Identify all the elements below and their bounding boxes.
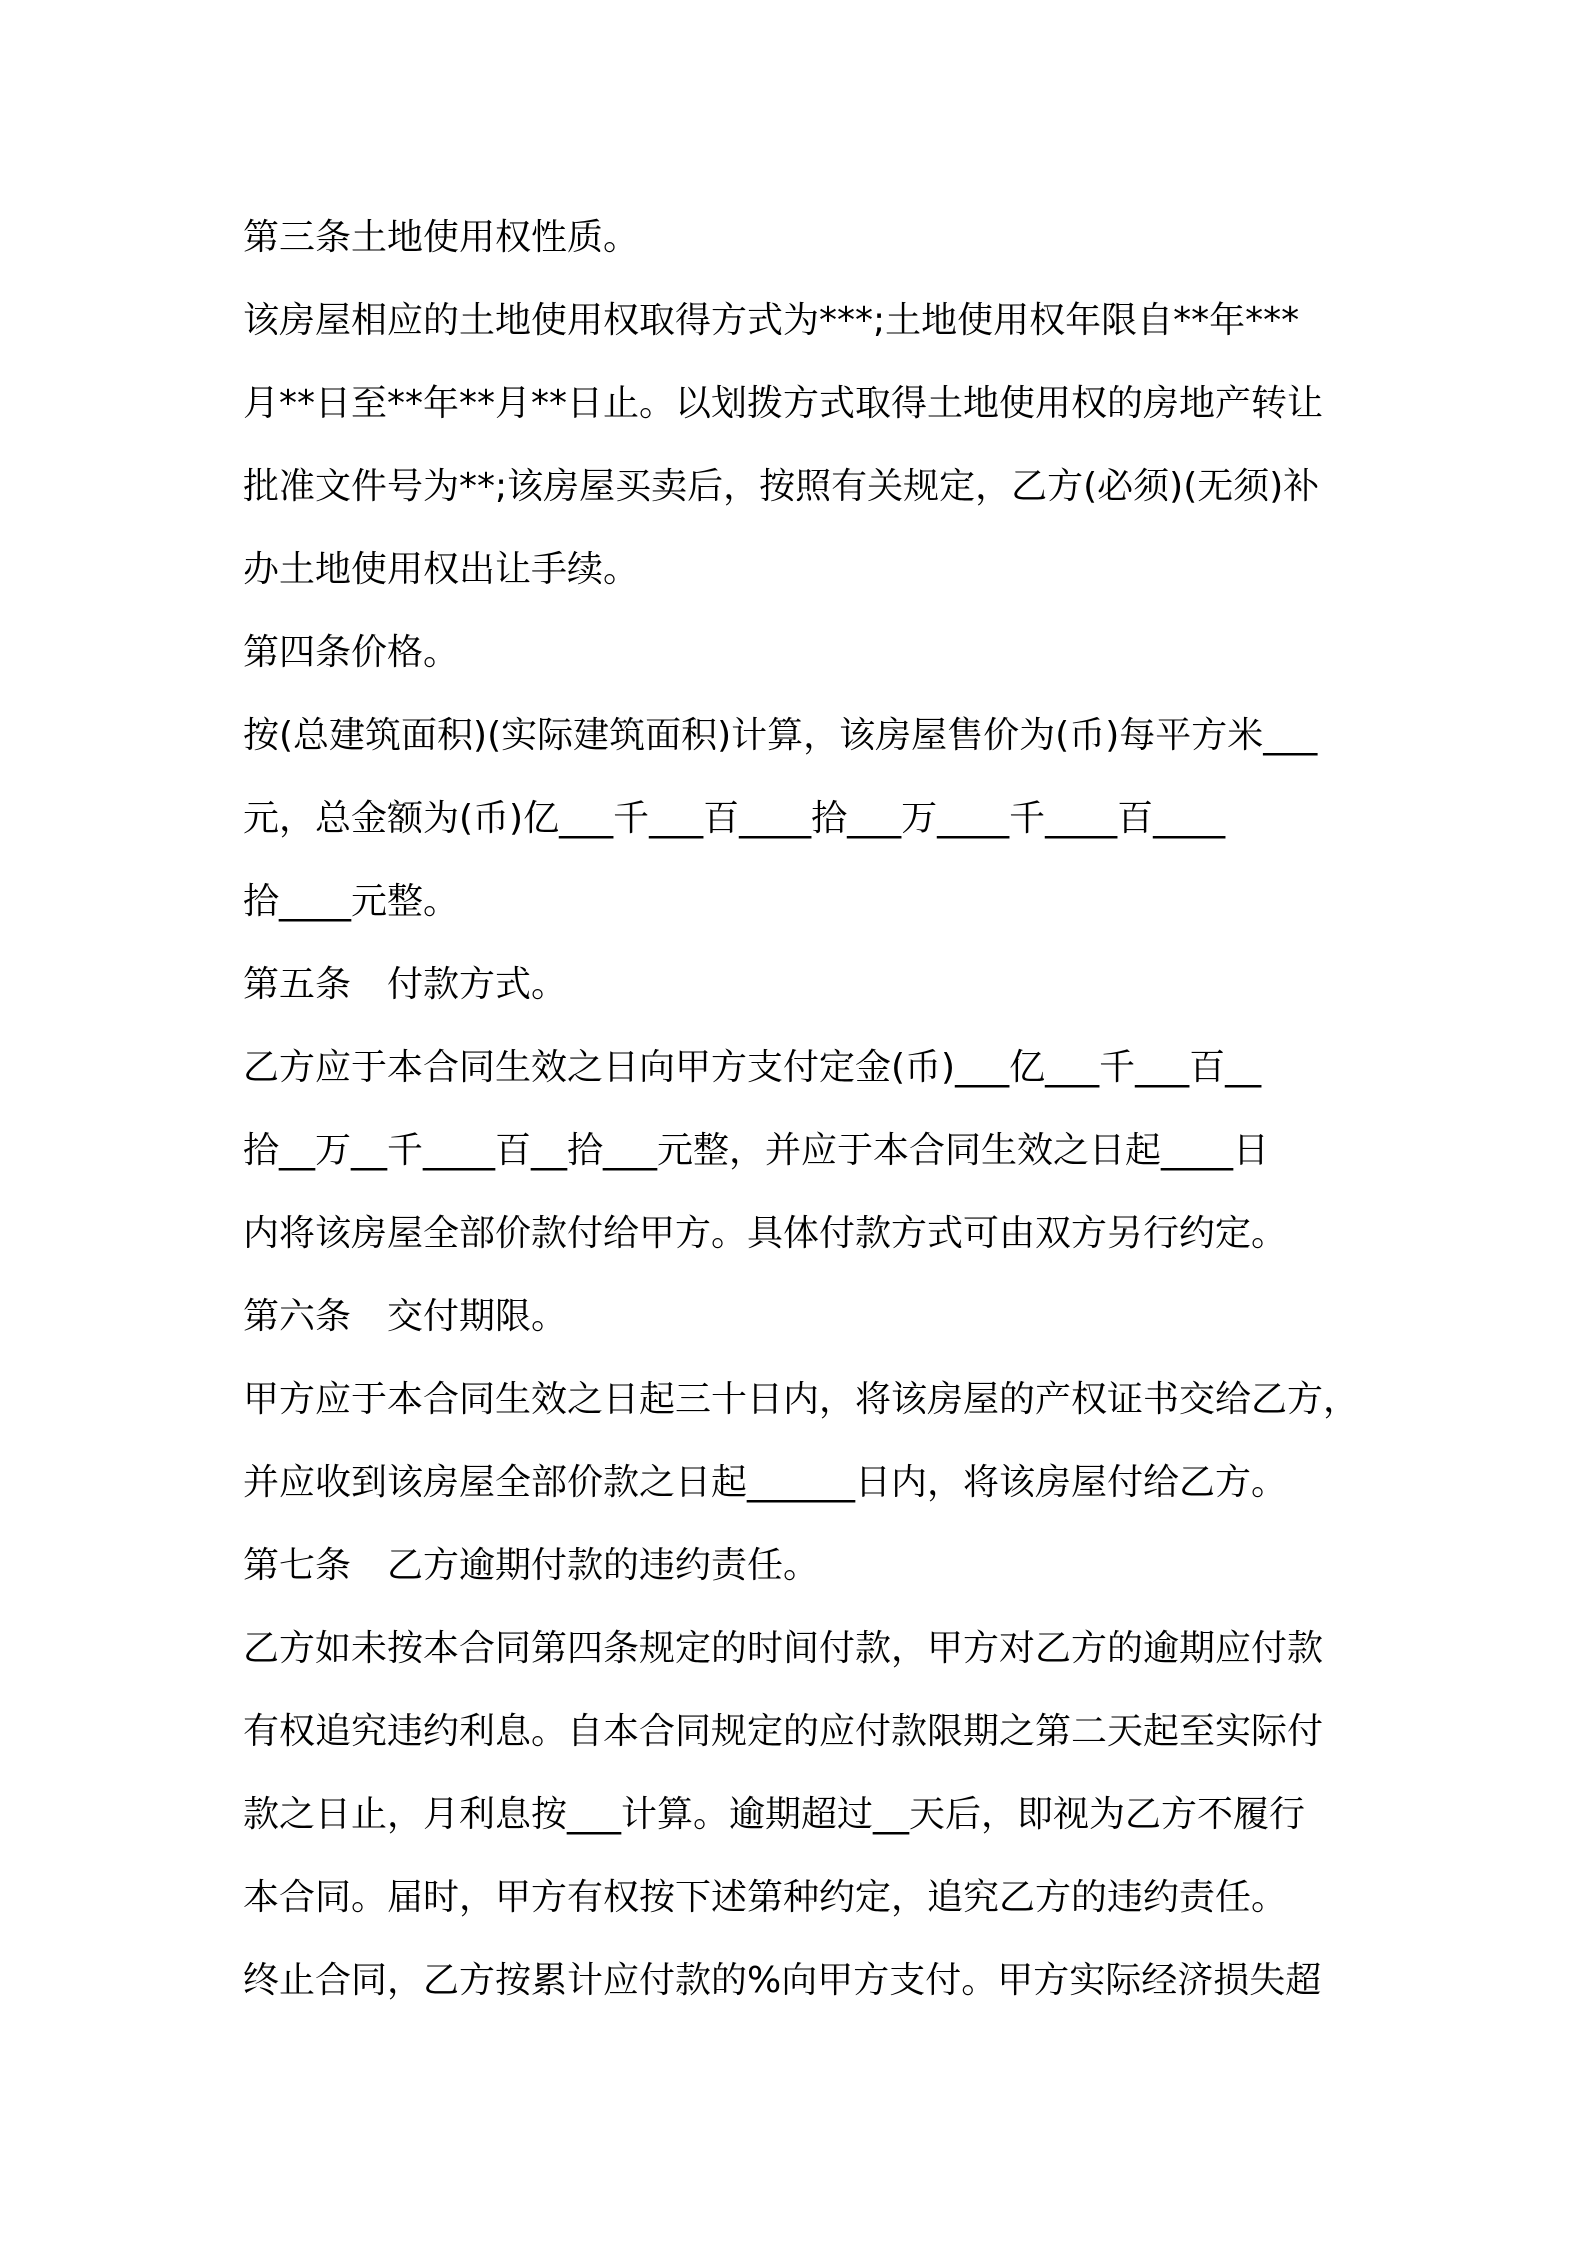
paragraph-line: 甲方应于本合同生效之日起三十日内，将该房屋的产权证书交给乙方， <box>243 1379 1360 1420</box>
paragraph-line: 拾__万__千____百__拾___元整，并应于本合同生效之日起____日 <box>243 1130 1270 1171</box>
article-6-heading: 第六条 交付期限。 <box>243 1296 568 1337</box>
article-5-heading: 第五条 付款方式。 <box>243 964 568 1005</box>
paragraph-line: 元，总金额为(币)亿___千___百____拾___万____千____百____ <box>243 798 1226 839</box>
paragraph-line: 乙方如未按本合同第四条规定的时间付款，甲方对乙方的逾期应付款 <box>243 1628 1324 1669</box>
paragraph-line: 款之日止，月利息按___计算。逾期超过__天后，即视为乙方不履行 <box>243 1794 1306 1835</box>
article-4-heading: 第四条价格。 <box>243 632 460 673</box>
paragraph-line: 终止合同，乙方按累计应付款的%向甲方支付。甲方实际经济损失超 <box>243 1960 1322 2001</box>
article-3-heading: 第三条土地使用权性质。 <box>243 217 640 258</box>
article-7-heading: 第七条 乙方逾期付款的违约责任。 <box>243 1545 820 1586</box>
paragraph-line: 该房屋相应的土地使用权取得方式为***;土地使用权年限自**年*** <box>243 300 1300 341</box>
paragraph-line: 有权追究违约利息。自本合同规定的应付款限期之第二天起至实际付 <box>243 1711 1324 1752</box>
paragraph-line: 批准文件号为**;该房屋买卖后，按照有关规定，乙方(必须)(无须)补 <box>243 466 1320 507</box>
paragraph-line: 办土地使用权出让手续。 <box>243 549 640 590</box>
paragraph-line: 拾____元整。 <box>243 881 460 922</box>
paragraph-line: 内将该房屋全部价款付给甲方。具体付款方式可由双方另行约定。 <box>243 1213 1288 1254</box>
paragraph-line: 月**日至**年**月**日止。以划拨方式取得土地使用权的房地产转让 <box>243 383 1324 424</box>
paragraph-line: 本合同。届时，甲方有权按下述第种约定，追究乙方的违约责任。 <box>243 1877 1288 1918</box>
paragraph-line: 乙方应于本合同生效之日向甲方支付定金(币)___亿___千___百__ <box>243 1047 1262 1088</box>
paragraph-line: 并应收到该房屋全部价款之日起______日内，将该房屋付给乙方。 <box>243 1462 1288 1503</box>
paragraph-line: 按(总建筑面积)(实际建筑面积)计算，该房屋售价为(币)每平方米___ <box>243 715 1318 756</box>
document-body <box>243 196 1393 2022</box>
